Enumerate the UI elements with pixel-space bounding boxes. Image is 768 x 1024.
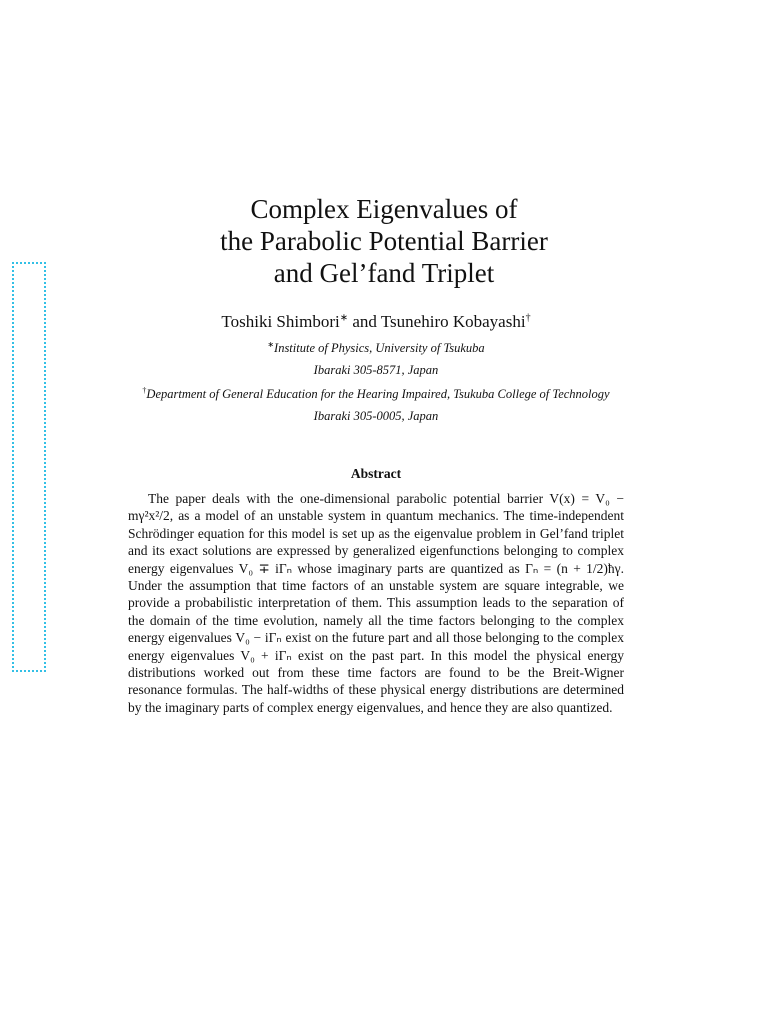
title-line: and Gel’fand Triplet bbox=[273, 258, 495, 288]
affiliation-text: Ibaraki 305-8571, Japan bbox=[313, 363, 439, 377]
affiliation-line bbox=[0, 340, 752, 356]
affiliation-line bbox=[0, 409, 752, 424]
affiliation-mark: ∗ bbox=[267, 340, 275, 349]
author-name: Toshiki Shimbori bbox=[221, 312, 340, 331]
author-connector: and bbox=[348, 312, 381, 331]
affiliation-text: Institute of Physics, University of Tsukuba bbox=[274, 341, 485, 356]
affiliation-line bbox=[0, 386, 752, 402]
title-line: Complex Eigenvalues of bbox=[250, 194, 518, 224]
author-list bbox=[0, 312, 752, 332]
title-line: the Parabolic Potential Barrier bbox=[220, 226, 548, 256]
author-name: Tsunehiro Kobayashi bbox=[380, 312, 526, 331]
paper-title bbox=[0, 193, 768, 289]
affiliation-mark: † bbox=[525, 312, 531, 324]
affiliation-text: Ibaraki 305-0005, Japan bbox=[313, 409, 439, 423]
abstract-heading: Abstract bbox=[350, 466, 402, 481]
abstract-body: The paper deals with the one-dimensional parabolic potential barrier V(x) = V₀ − mγ²x²/2, as a model of an unstable system in quantum mechanics. The time-independent Schrödinger equation for this model is set up as the eigenvalue problem in Gel’fand triplet and its exact solutions are expressed by generalized eigenfunctions belonging to complex energy eigenvalues V₀ ∓ iΓₙ whose imaginary parts are quantized as Γₙ = (n + 1/2)ħγ. Under the assumption that time factors of an unstable system are square integrable, we provide a probabilistic interpretation of them. This assumption leads to the separation of the domain of the time evolution, namely all the time factors belonging to the complex energy eigenvalues V₀ − iΓₙ exist on the future part and all those belonging to the complex energy eigenvalues V₀ + iΓₙ exist on the past part. In this model the physical energy distributions worked out from these time factors are found to be the Breit-Wigner resonance formulas. The half-widths of these physical energy distributions are determined by the imaginary parts of complex energy eigenvalues, and hence they are also quantized. bbox=[128, 491, 624, 715]
affiliation-mark: ∗ bbox=[339, 312, 349, 324]
affiliation-text: Department of General Education for the Hearing Impaired, Tsukuba College of Technology bbox=[146, 387, 610, 402]
affiliation-line bbox=[0, 363, 752, 378]
affiliation-mark: † bbox=[142, 386, 147, 395]
